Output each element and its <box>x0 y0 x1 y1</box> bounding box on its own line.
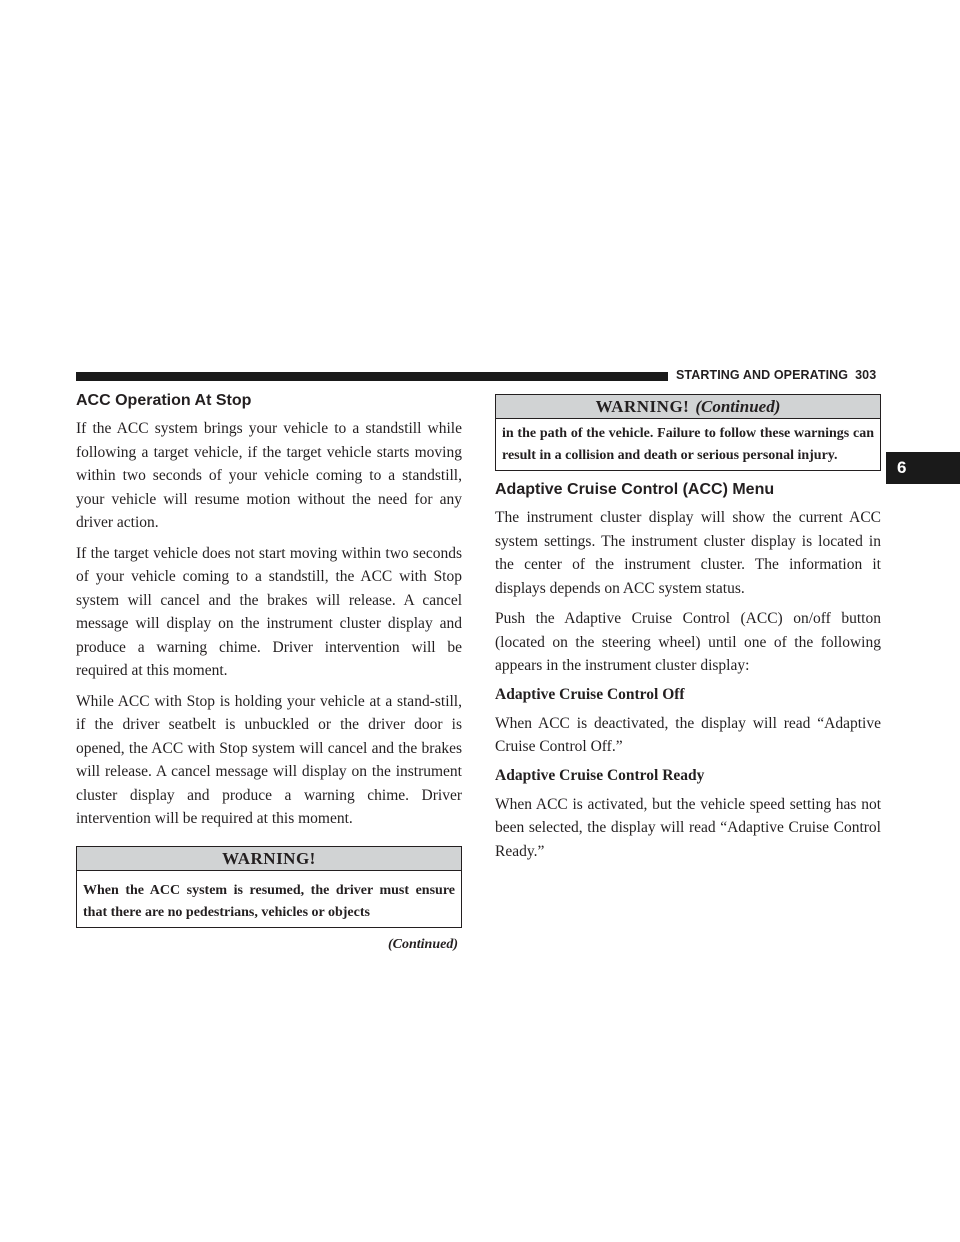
paragraph: When ACC is activated, but the vehicle speed setting has not been selected, the display will read “Adaptive Cruise Control Ready.” <box>495 795 881 860</box>
warning-text: When the ACC system is resumed, the driver must ensure that there are no pedestrians, vehicles or objects <box>83 882 455 920</box>
warning-box-continued <box>495 394 881 471</box>
warning-title <box>496 395 880 419</box>
paragraph: Push the Adaptive Cruise Control (ACC) on/off button (located on the steering wheel) until one of the following appears in the instrument cluster display: <box>495 610 881 674</box>
paragraph: The instrument cluster display will show the current ACC system settings. The instrument cluster display is located in the center of the instrument cluster. The information it displays depends on ACC system status. <box>495 509 881 597</box>
right-column <box>495 394 881 863</box>
subheading-acc-ready: Adaptive Cruise Control Ready <box>495 766 705 784</box>
chapter-number: 6 <box>897 458 907 477</box>
paragraph: If the target vehicle does not start moving within two seconds of your vehicle coming to a standstill, the ACC with Stop system will cancel and the brakes will release. A cancel message will display on the instrument cluster display and produce a warning chime. Driver intervention will be required at this moment. <box>76 544 462 679</box>
continued-label: (Continued) <box>387 936 458 952</box>
page-number: 303 <box>855 368 877 382</box>
running-header <box>676 368 884 382</box>
warning-continued-text: (Continued) <box>695 397 781 416</box>
left-column <box>76 390 462 955</box>
paragraph: If the ACC system brings your vehicle to a standstill while following a target vehicle, if the target vehicle starts moving within two seconds of your vehicle coming to a standstill, your vehicle will resume motion without the need for any driver action. <box>76 420 462 531</box>
warning-text: in the path of the vehicle. Failure to follow these warnings can result in a collision and death or serious personal injury. <box>502 426 874 463</box>
section-title: STARTING AND OPERATING <box>676 368 849 382</box>
paragraph: While ACC with Stop is holding your vehicle at a stand-still, if the driver seatbelt is unbuckled or the driver door is opened, the ACC with Stop system will cancel and the brakes will release. A cancel message will display on the instrument cluster display and produce a warning chime. Driver intervention will be required at this moment. <box>76 692 462 827</box>
paragraph: When ACC is deactivated, the display will read “Adaptive Cruise Control Off.” <box>495 714 881 755</box>
section-heading-acc-menu: Adaptive Cruise Control (ACC) Menu <box>495 481 775 498</box>
warning-title-text: WARNING! <box>595 397 690 416</box>
header-rule <box>76 372 668 381</box>
warning-box <box>76 846 462 928</box>
chapter-tab <box>886 452 960 484</box>
warning-title: WARNING! <box>77 847 461 871</box>
subheading-acc-off: Adaptive Cruise Control Off <box>495 685 685 703</box>
section-heading-acc-stop: ACC Operation At Stop <box>76 392 252 409</box>
